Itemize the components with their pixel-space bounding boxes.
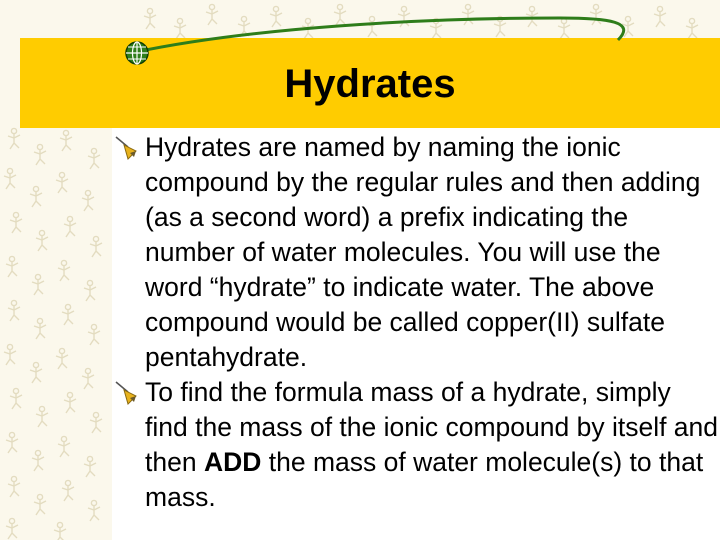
pencil-bullet-icon [114,380,140,406]
bullet-list [112,130,720,515]
bullet-text-before: To find the formula mass of a hydrate, simply find the mass of the ionic compound by itself and then [145,377,719,477]
pencil-bullet-icon [114,135,140,161]
slide-title: Hydrates [284,62,456,106]
bullet-text-emphasis: ADD [203,447,262,477]
bullet-item [112,375,720,515]
bullet-text: Hydrates are named by naming the ionic compound by the regular rules and then adding (as a second word) a prefix indicating the number of water molecules. You will use the word “hydrate” to indicate water. The above compound would be called copper(II) sulfate pentahydrate. [145,132,701,372]
bullet-text-after: the mass of water molecule(s) to that mass. [145,447,704,512]
bullet-item [112,130,720,375]
bullet-text [145,375,720,515]
